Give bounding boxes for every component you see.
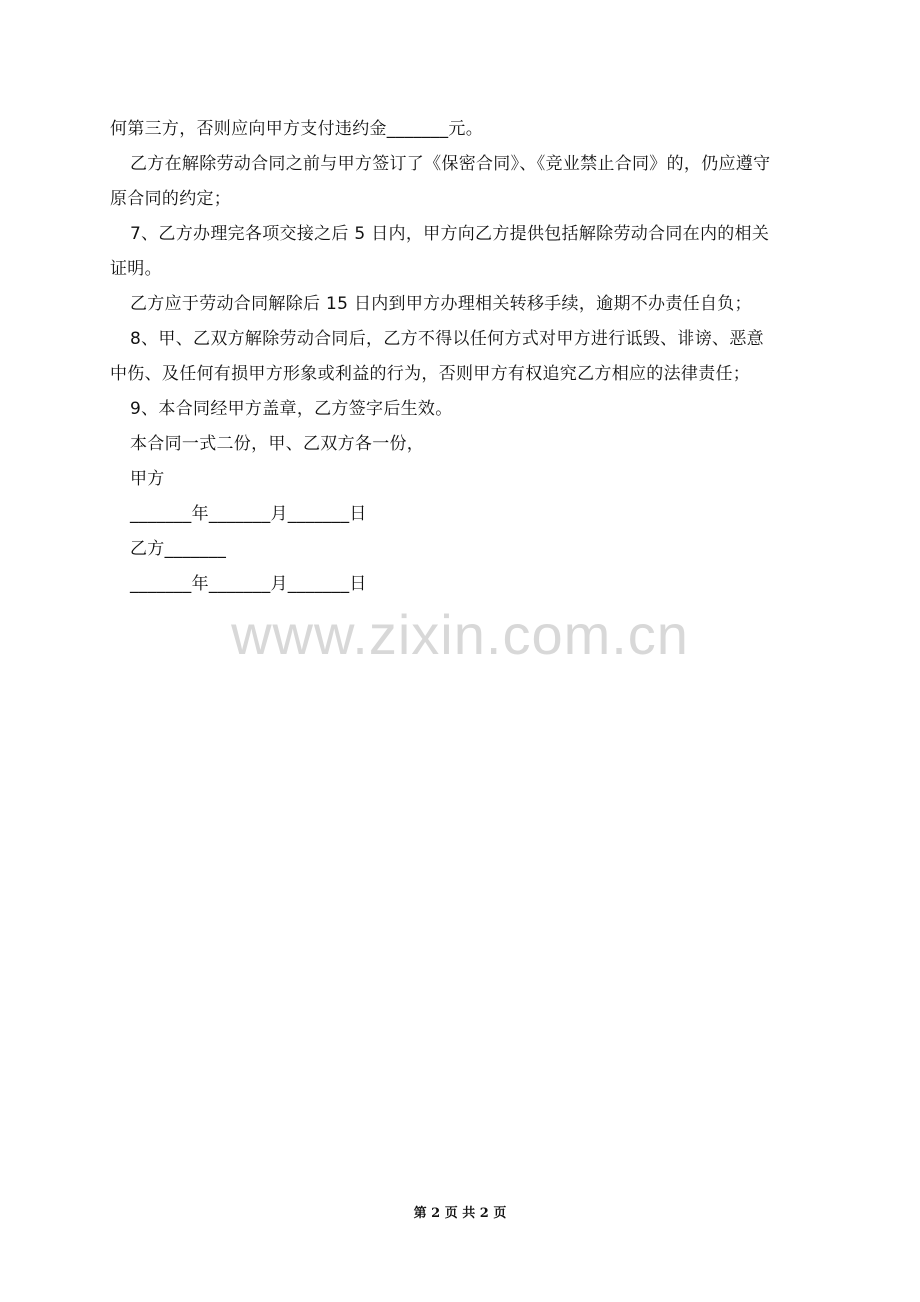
paragraph-line: 9、本合同经甲方盖章，乙方签字后生效。 (130, 399, 453, 419)
paragraph-line: 本合同一式二份，甲、乙双方各一份， (130, 434, 425, 454)
paragraph-line: 何第三方，否则应向甲方支付违约金_______元。 (110, 119, 483, 139)
paragraph-line: 证明。 (110, 259, 162, 279)
paragraph-line: 乙方应于劳动合同解除后 15 日内到甲方办理相关转移手续，逾期不办责任自负； (130, 294, 752, 314)
paragraph-line: 乙方在解除劳动合同之前与甲方签订了《保密合同》、《竞业禁止合同》的，仍应遵守 (130, 154, 771, 174)
paragraph-line: 中伤、及任何有损甲方形象或利益的行为，否则甲方有权追究乙方相应的法律责任； (110, 364, 751, 384)
party-a-date-line: _______年_______月_______日 (130, 504, 367, 524)
paragraph-line: 8、甲、乙双方解除劳动合同后，乙方不得以任何方式对甲方进行诋毁、诽谤、恶意 (130, 329, 764, 349)
document-body (110, 112, 810, 602)
page-indicator: 第 2 页 共 2 页 (413, 1206, 507, 1221)
watermark-text: www.zixin.com.cn (231, 603, 689, 666)
paragraph-line: 7、乙方办理完各项交接之后 5 日内，甲方向乙方提供包括解除劳动合同在内的相关 (130, 224, 770, 244)
party-b-date-line: _______年_______月_______日 (130, 574, 367, 594)
party-a-label: 甲方 (130, 469, 165, 489)
paragraph-line: 原合同的约定； (110, 189, 232, 209)
party-b-label: 乙方_______ (130, 539, 227, 559)
